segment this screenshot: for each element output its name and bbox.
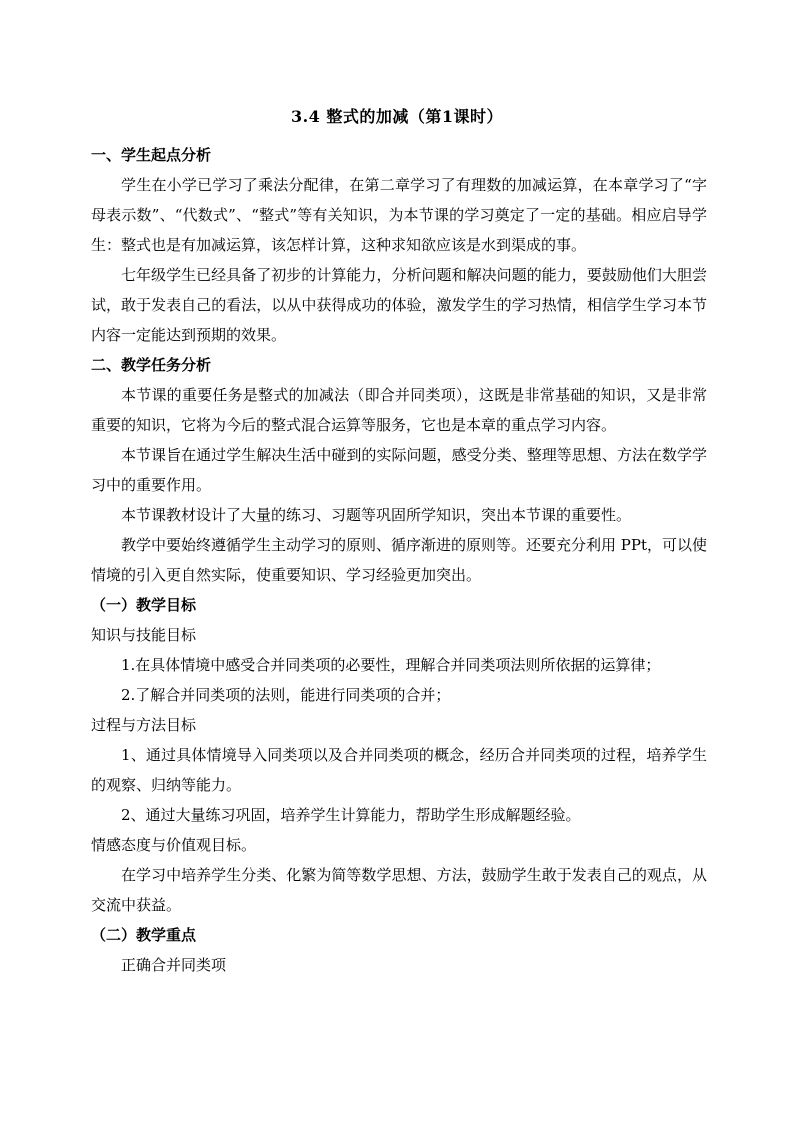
paragraph: 正确合并同类项	[121, 956, 227, 974]
paragraph: 在学习中培养学生分类、化繁为简等数学思想、方法，鼓励学生敢于发表自己的观点，从交流中获益。	[91, 866, 707, 914]
document-body	[91, 140, 707, 980]
page-title: 3.4 整式的加减（第1课时）	[290, 107, 504, 126]
section-heading-teaching-focus: （二）教学重点	[91, 926, 197, 944]
paragraph: 本节课的重要任务是整式的加减法（即合并同类项），这既是非常基础的知识，又是非常重要的知识，它将为今后的整式混合运算等服务，它也是本章的重点学习内容。	[91, 386, 707, 434]
section-heading-teaching-goals: （一）教学目标	[91, 596, 197, 614]
subheading-attitude-values: 情感态度与价值观目标。	[91, 836, 257, 854]
subheading-process-methods: 过程与方法目标	[91, 716, 197, 734]
paragraph: 七年级学生已经具备了初步的计算能力，分析问题和解决问题的能力，要鼓励他们大胆尝试，敢于发表自己的看法，以从中获得成功的体验，激发学生的学习热情，相信学生学习本节内容一定能达到预期的效果。	[91, 266, 707, 344]
paragraph: 学生在小学已学习了乘法分配律，在第二章学习了有理数的加减运算，在本章学习了“字母表示数”、“代数式”、“整式”等有关知识，为本节课的学习奠定了一定的基础。相应启导学生：整式也是有加减运算，该怎样计算，这种求知欲应该是水到渠成的事。	[91, 176, 707, 254]
paragraph: 本节课旨在通过学生解决生活中碰到的实际问题，感受分类、整理等思想、方法在数学学习中的重要作用。	[91, 446, 707, 494]
paragraph: 教学中要始终遵循学生主动学习的原则、循序渐进的原则等。还要充分利用 PPt，可以使情境的引入更自然实际，使重要知识、学习经验更加突出。	[91, 536, 707, 584]
list-item: 2.了解合并同类项的法则，能进行同类项的合并；	[121, 686, 451, 704]
subheading-knowledge-skills: 知识与技能目标	[91, 626, 197, 644]
list-item: 2、通过大量练习巩固，培养学生计算能力，帮助学生形成解题经验。	[121, 806, 581, 824]
section-heading-student-analysis: 一、学生起点分析	[91, 146, 212, 164]
list-item: 1、通过具体情境导入同类项以及合并同类项的概念，经历合并同类项的过程，培养学生的观察、归纳等能力。	[91, 746, 707, 794]
section-heading-task-analysis: 二、教学任务分析	[91, 356, 212, 374]
list-item: 1.在具体情境中感受合并同类项的必要性，理解合并同类项法则所依据的运算律；	[121, 656, 661, 674]
paragraph: 本节课教材设计了大量的练习、习题等巩固所学知识，突出本节课的重要性。	[121, 506, 632, 524]
